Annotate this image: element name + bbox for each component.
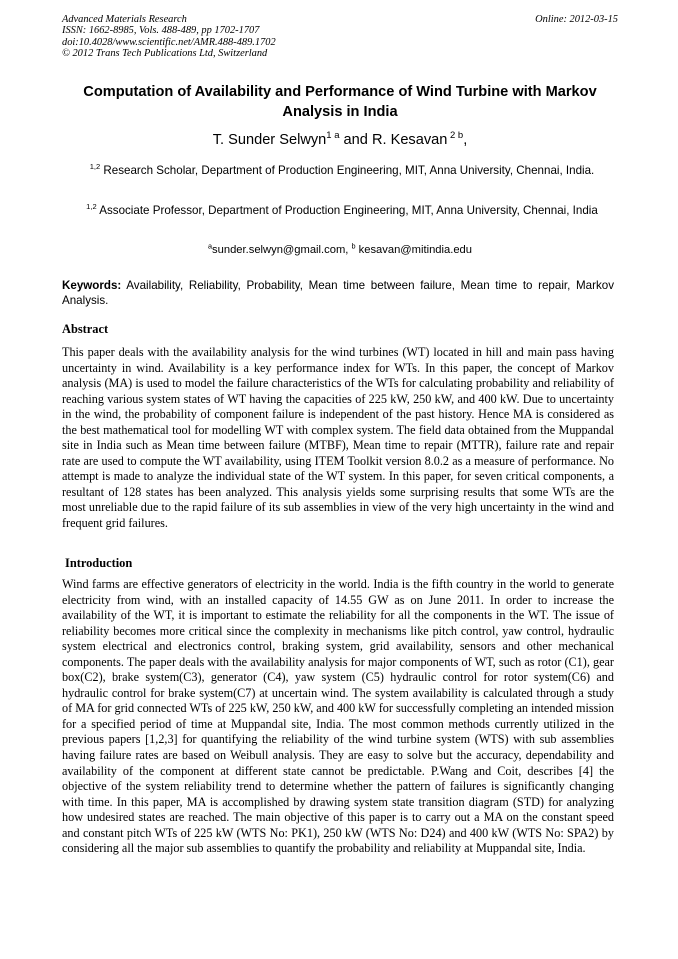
keywords-text: Availability, Reliability, Probability, Mean time between failure, Mean time to repair, Markov Analysis. [62, 279, 614, 307]
paper-title: Computation of Availability and Performance of Wind Turbine with Markov Analysis in India [83, 84, 597, 120]
affiliation-1 [68, 163, 616, 178]
author-1-sup: 1 a [326, 130, 340, 142]
issn-line: ISSN: 1662-8985, Vols. 488-489, pp 1702-1707 [62, 25, 260, 37]
author-line [62, 131, 618, 149]
author-trail: , [463, 132, 468, 148]
author-2: R. Kesavan [371, 132, 448, 148]
doi-line: doi:10.4028/www.scientific.net/AMR.488-489.1702 [62, 36, 276, 48]
email-b-sup: b [351, 241, 356, 251]
journal-header [62, 14, 618, 60]
keywords-label: Keywords: [62, 279, 122, 292]
email-line [62, 243, 618, 257]
affiliation-1-sup: 1,2 [89, 162, 101, 172]
email-a-sup: a [207, 241, 213, 251]
author-1: T. Sunder Selwyn [212, 132, 327, 148]
affiliation-2-sup: 1,2 [86, 202, 97, 212]
email-sep: , [345, 244, 352, 256]
email-a[interactable]: sunder.selwyn@gmail.com [212, 244, 346, 256]
introduction-text: Wind farms are effective generators of electricity in the world. India is the fifth country in the world to generate electricity from wind, with an installed capacity of 14.55 GW as on June 2011. In order to increase the availability of the WT, it is important to estimate the reliability for all the components in the WT. The issue of reliability becomes more critical since the complexity in mechanisms like pitch control, yaw control, hydraulic system electrical and electronics control, braking system, grid availability, sensors and other mechanical components. The paper deals with the availability analysis for major components of WT, such as rotor (C1), gear box(C2), brake system(C3), generator (C4), yaw system (C5) hydraulic control for rotor system(C6) and hydraulic control for brake system(C7) at uncertain wind. The system availability is calculated through a study of MA for grid connected WTs of 225 kW, 250 kW, and 400 kW for successfully completing an intended mission for a specified period of time at Muppandal site, India. The most common methods currently utilized in the previous papers [1,2,3] for quantifying the reliability of the wind turbine system (WTS) with sub assemblies having failure rates are based on Weibull analysis. They are easy to solve but the accuracy, dependability and availability of the component at different state cannot be predictable. P.Wang and Coit, describes [4] the objective of the system reliability trend to determine whether the pattern of failures is significantly changing with time. In this paper, MA is accomplished by drawing system state transition diagram (STD) for analyzing how undesired states are reached. The main objective of this paper is to carry out a MA on the constant speed and constant pitch WTs of 225 kW (WTS No: PK1), 250 kW (WTS No: D24) and 400 kW (WTS No: SPA2) by considering all the major sub assemblies to quantify the probability and reliability at Muppandal site, India. [62, 577, 614, 856]
author-2-sup: 2 b [447, 130, 464, 142]
abstract-heading: Abstract [62, 322, 109, 336]
affiliation-1-text: Research Scholar, Department of Production Engineering, MIT, Anna University, Chennai, India. [100, 164, 595, 177]
affiliation-2 [68, 203, 616, 218]
online-date: Online: 2012-03-15 [535, 14, 618, 25]
introduction-heading: Introduction [65, 556, 133, 570]
affiliation-2-text: Associate Professor, Department of Production Engineering, MIT, Anna University, Chennai, India [96, 204, 598, 217]
author-conj: and [339, 132, 372, 148]
email-b[interactable]: kesavan@mitindia.edu [355, 244, 472, 256]
journal-name: Advanced Materials Research [62, 14, 187, 25]
keywords [62, 279, 614, 308]
copyright-line: © 2012 Trans Tech Publications Ltd, Switzerland [62, 48, 268, 60]
abstract-text: This paper deals with the availability analysis for the wind turbines (WT) located in hill and main pass having uncertainty in wind. Availability is a key performance index for WTs. In this paper, the concept of Markov analysis (MA) is used to model the failure characteristics of the WTs for calculating probability and reliability of reaching various system states of WT having the capacities of 225 kW, 250 kW, and 400 kW. Due to uncertainty in the wind, the probability of component failure is independent of the past history. Hence MA is considered as the best mathematical tool for modelling WT with complex system. The field data obtained from the Muppandal site in India such as Mean time between failure (MTBF), Mean time to repair (MTTR), failure rate and repair rate are used to compute the WT availability, using ITEM Toolkit version 8.0.2 as a measure of performance. No attempt is made to analyze the individual state of the WT system. In this paper, for seven critical components, a resultant of 128 states has been analyzed. This analysis yields some surprising results that some WTs are the most unreliable due to the rapid failure of its sub assemblies in view of the very high uncertainty in the wind and frequent grid failures. [62, 345, 614, 531]
